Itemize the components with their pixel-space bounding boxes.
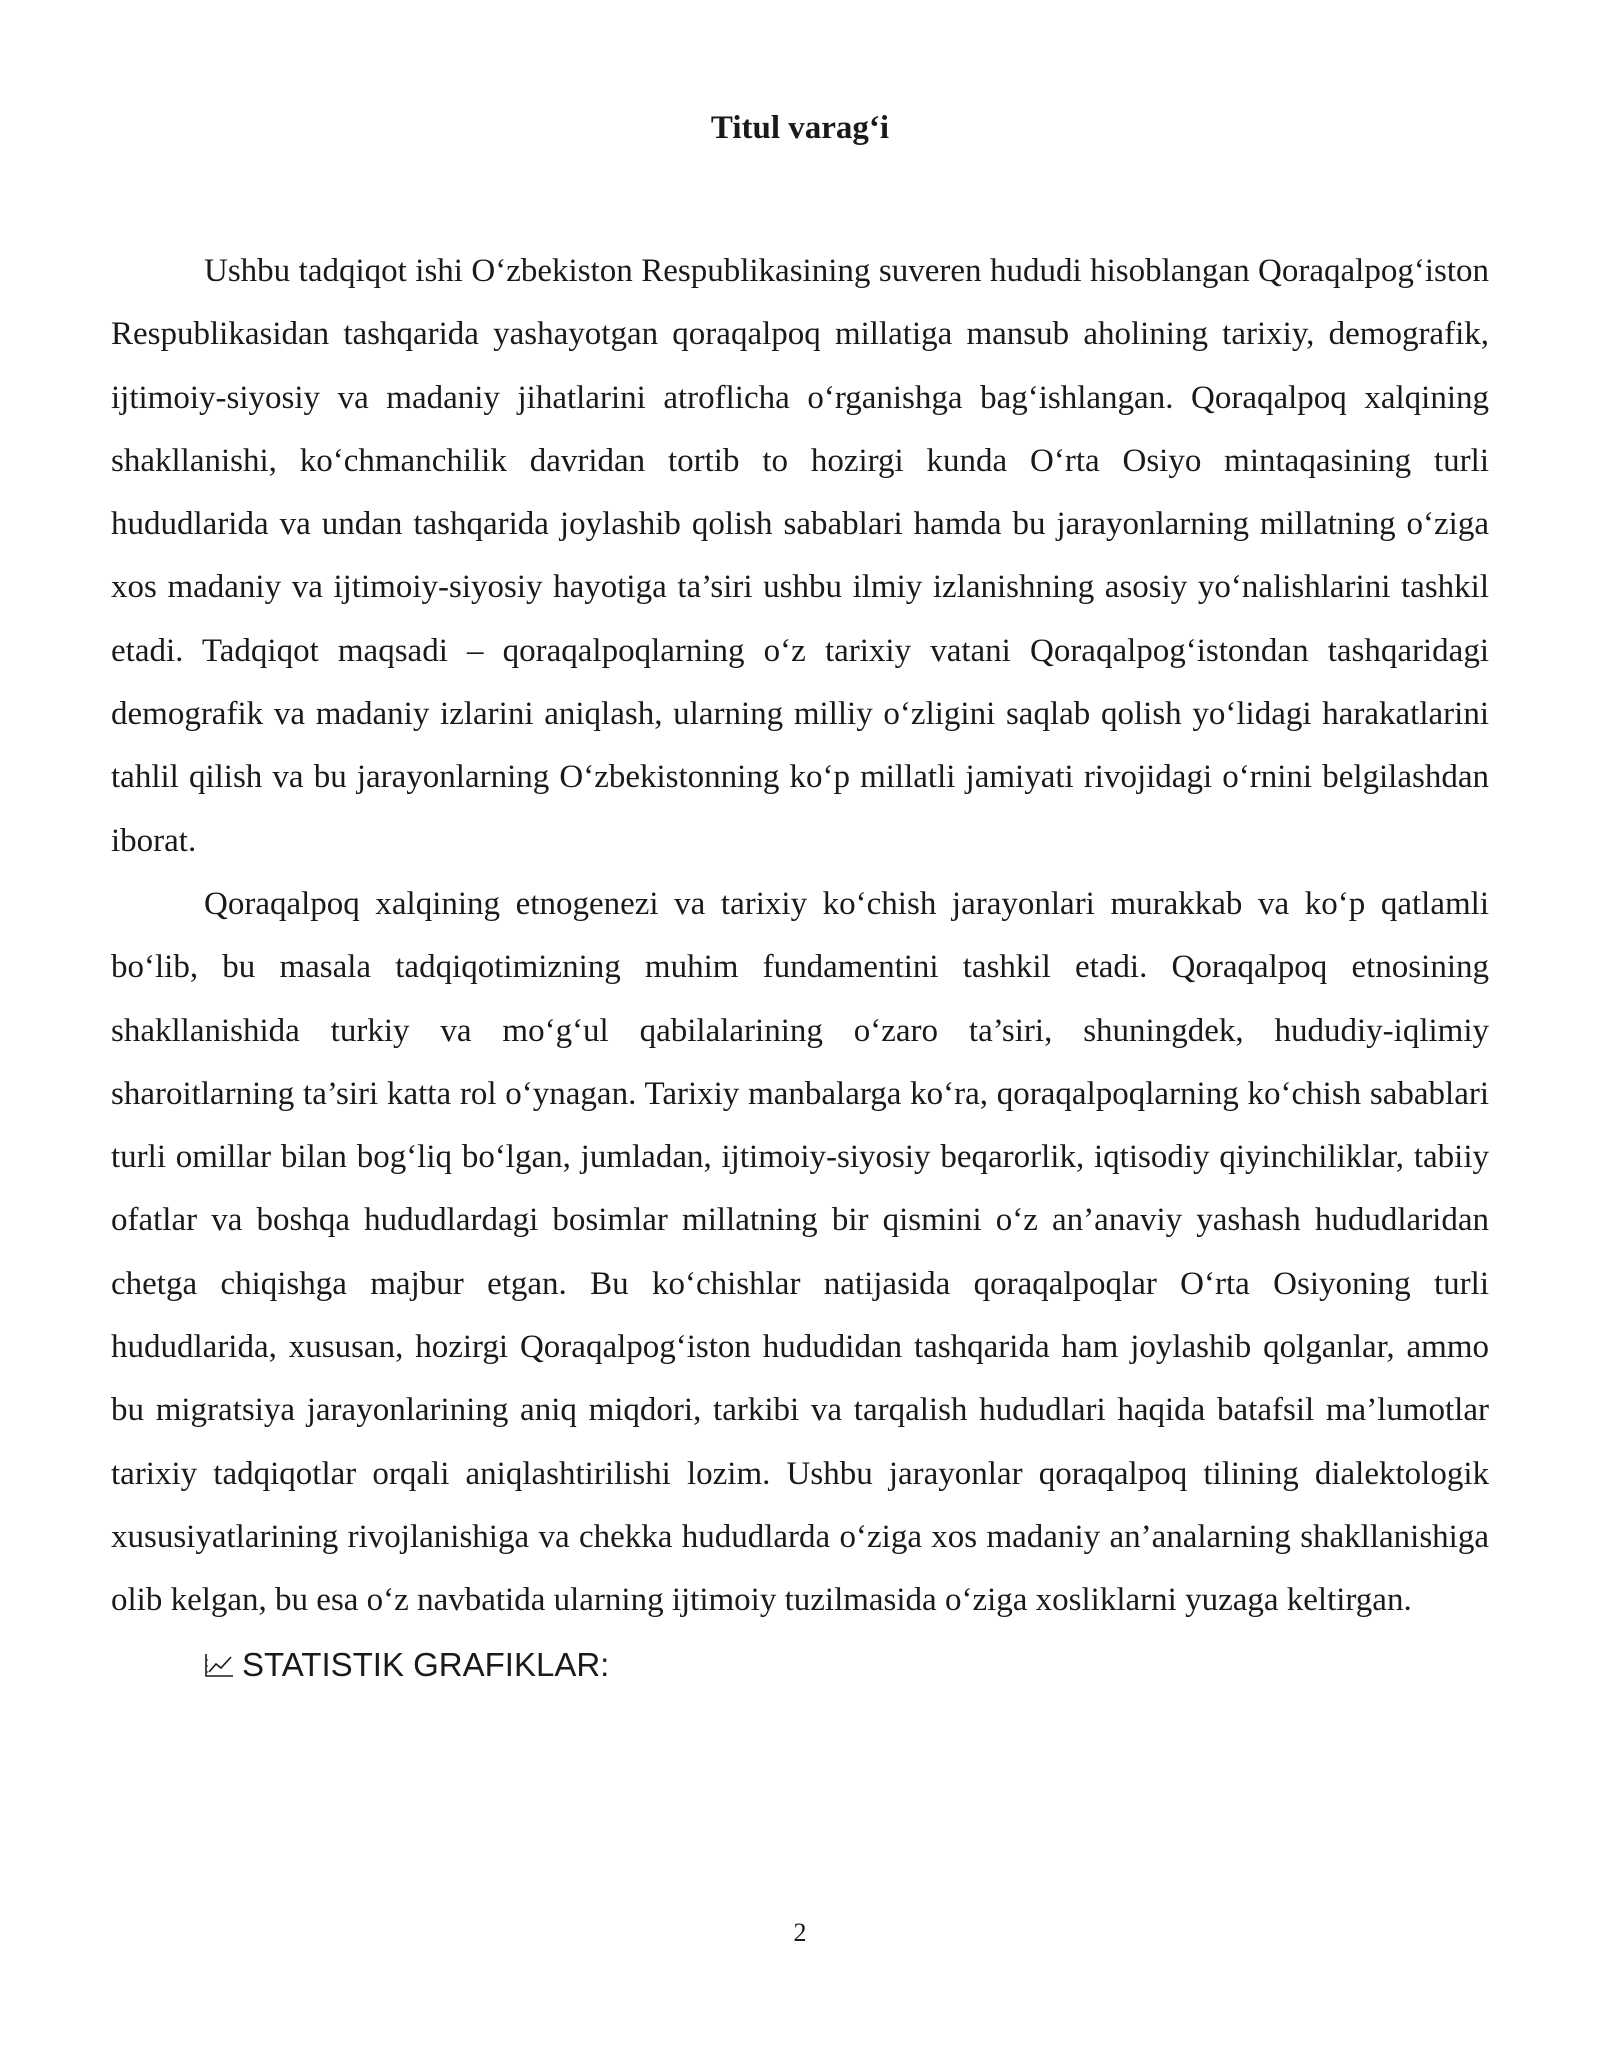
stats-heading-label: STATISTIK GRAFIKLAR: bbox=[242, 1645, 610, 1683]
chart-increasing-icon bbox=[204, 1635, 234, 1661]
page-number: 2 bbox=[793, 1918, 807, 1947]
body-text bbox=[111, 240, 1489, 1696]
paragraph-ethnogenesis: Qoraqalpoq xalqining etnogenezi va tarixiy ko‘chish jarayonlari murakkab va ko‘p qatlamli bo‘lib, bu masala tadqiqotimizning muhim fundamentini tashkil etadi. Qoraqalpoq etnosining shakllanishida turkiy va mo‘g‘ul qabilalarining o‘zaro ta’siri, shuningdek, hududiy-iqlimiy sharoitlarning ta’siri katta rol o‘ynagan. Tarixiy manbalarga ko‘ra, qoraqalpoqlarning ko‘chish sabablari turli omillar bilan bog‘liq bo‘lgan, jumladan, ijtimoiy-siyosiy beqarorlik, iqtisodiy qiyinchiliklar, tabiiy ofatlar va boshqa hududlardagi bosimlar millatning bir qismini o‘z an’anaviy yashash hududlaridan chetga chiqishga majbur etgan. Bu ko‘chishlar natijasida qoraqalpoqlar O‘rta Osiyoning turli hududlarida, xususan, hozirgi Qoraqalpog‘iston hududidan tashqarida ham joylashib qolganlar, ammo bu migratsiya jarayonlarining aniq miqdori, tarkibi va tarqalish hududlari haqida batafsil ma’lumotlar tarixiy tadqiqotlar orqali aniqlashtirilishi lozim. Ushbu jarayonlar qoraqalpoq tilining dialektologik xususiyatlarining rivojlanishiga va chekka hududlarda o‘ziga xos madaniy an’analarning shakllanishiga olib kelgan, bu esa o‘z navbatida ularning ijtimoiy tuzilmasida o‘ziga xosliklarni yuzaga keltirgan. bbox=[111, 885, 1489, 1619]
page-title: Titul varag‘i bbox=[710, 110, 890, 146]
stats-heading bbox=[111, 1633, 1489, 1696]
paragraph-intro: Ushbu tadqiqot ishi O‘zbekiston Respublikasining suveren hududi hisoblangan Qoraqalpog‘iston Respublikasidan tashqarida yashayotgan qoraqalpoq millatiga mansub aholining tarixiy, demografik, ijtimoiy-siyosiy va madaniy jihatlarini atroflicha o‘rganishga bag‘ishlangan. Qoraqalpoq xalqining shakllanishi, ko‘chmanchilik davridan tortib to hozirgi kunda O‘rta Osiyo mintaqasining turli hududlarida va undan tashqarida joylashib qolish sabablari hamda bu jarayonlarning millatning o‘ziga xos madaniy va ijtimoiy-siyosiy hayotiga ta’siri ushbu ilmiy izlanishning asosiy yo‘nalishlarini tashkil etadi. Tadqiqot maqsadi – qoraqalpoqlarning o‘z tarixiy vatani Qoraqalpog‘istondan tashqaridagi demografik va madaniy izlarini aniqlash, ularning milliy o‘zligini saqlab qolish yo‘lidagi harakatlarini tahlil qilish va bu jarayonlarning O‘zbekistonning ko‘p millatli jamiyati rivojidagi o‘rnini belgilashdan iborat. bbox=[111, 253, 1489, 859]
